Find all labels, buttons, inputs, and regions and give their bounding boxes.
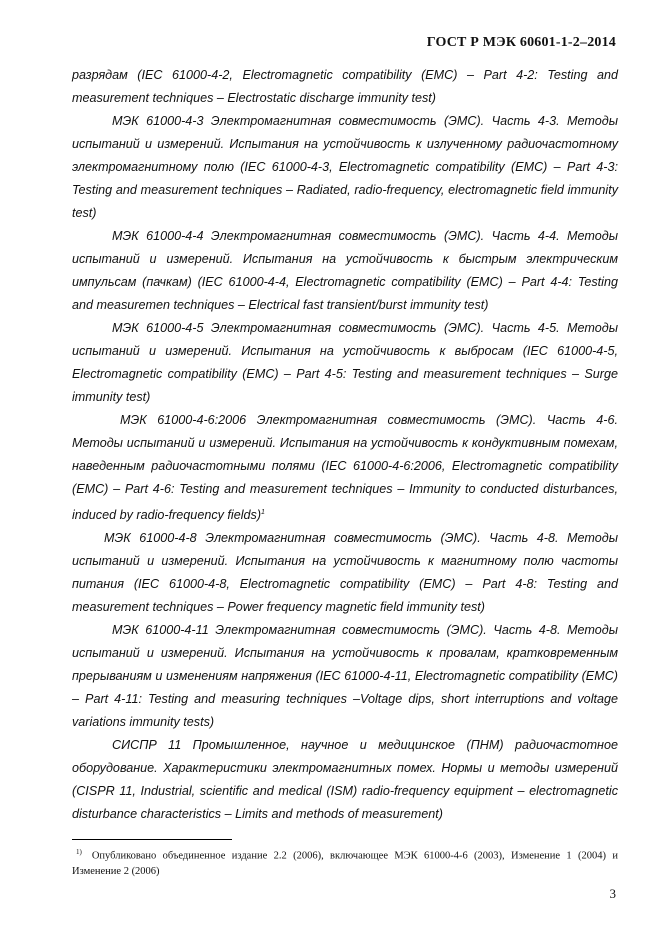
paragraph-iec-61000-4-11: МЭК 61000-4-11 Электромагнитная совместимость (ЭМС). Часть 4-8. Методы испытаний и измерений. Испытания на устойчивость к провалам, кратковременным прерываниям и изменениям напряжения (IEC 61000-4-11, Electromagnetic compatibility (EMC) – Part 4-11: Testing and measuring techniques –Voltage dips, short interruptions and voltage variations immunity tests) bbox=[72, 623, 618, 730]
footnote-divider bbox=[72, 839, 232, 840]
paragraph-cispr-11: СИСПР 11 Промышленное, научное и медицинское (ПНМ) радиочастотное оборудование. Характеристики электромагнитных помех. Нормы и методы измерений (CISPR 11, Industrial, scientific and medical (ISM) radio-frequency equipment – electromagnetic disturbance characteristics – Limits and methods of measurement) bbox=[72, 738, 618, 822]
footnote-mark: 1) bbox=[76, 848, 82, 856]
footnote-text: Опубликовано объединенное издание 2.2 (2006), включающее МЭК 61000-4-6 (2003), Изменение 1 (2004) и Изменение 2 (2006) bbox=[72, 850, 618, 877]
footnote bbox=[72, 845, 618, 879]
paragraph-iec-61000-4-6 bbox=[72, 409, 618, 527]
paragraph-iec-61000-4-8: МЭК 61000-4-8 Электромагнитная совместимость (ЭМС). Часть 4-8. Методы испытаний и измерений. Испытания на устойчивость к магнитному полю частоты питания (IEC 61000-4-8, Electromagnetic compatibility (EMC) – Part 4-8: Testing and measurement techniques – Power frequency magnetic field immunity test) bbox=[72, 531, 618, 615]
paragraph-iec-61000-4-2-cont: разрядам (IEC 61000-4-2, Electromagnetic compatibility (EMC) – Part 4-2: Testing and measurement techniques – Electrostatic discharge immunity test) bbox=[72, 68, 618, 105]
paragraph-iec-61000-4-6-text: МЭК 61000-4-6:2006 Электромагнитная совместимость (ЭМС). Часть 4-6. Методы испытаний и измерений. Испытания на устойчивость к кондуктивным помехам, наведенным радиочастотными полями (IEC 61000-4-6:2006, Electromagnetic compatibility (EMC) – Part 4-6: Testing and measurement techniques – Immunity to conducted disturbances, induced by radio-frequency fields) bbox=[72, 413, 618, 523]
document-header: ГОСТ Р МЭК 60601-1-2–2014 bbox=[426, 35, 616, 50]
paragraph-iec-61000-4-5: МЭК 61000-4-5 Электромагнитная совместимость (ЭМС). Часть 4-5. Методы испытаний и измерений. Испытания на устойчивость к выбросам (IEC 61000-4-5, Electromagnetic compatibility (EMC) – Part 4-5: Testing and measurement techniques – Surge immunity test) bbox=[72, 321, 618, 404]
footnote-reference: 1 bbox=[261, 509, 265, 516]
document-body bbox=[72, 64, 618, 826]
paragraph-iec-61000-4-3: МЭК 61000-4-3 Электромагнитная совместимость (ЭМС). Часть 4-3. Методы испытаний и измерений. Испытания на устойчивость к излученному радиочастотному электромагнитному полю (IEC 61000-4-3, Electromagnetic compatibility (EMC) – Part 4-3: Testing and measurement techniques – Radiated, radio-frequency, electromagnetic field immunity test) bbox=[72, 114, 618, 220]
page-number: 3 bbox=[609, 886, 616, 901]
paragraph-iec-61000-4-4: МЭК 61000-4-4 Электромагнитная совместимость (ЭМС). Часть 4-4. Методы испытаний и измерений. Испытания на устойчивость к быстрым электрическим импульсам (пачкам) (IEC 61000-4-4, Electromagnetic compatibility (EMC) – Part 4-4: Testing and measuremen techniques – Electrical fast transient/burst immunity test) bbox=[72, 229, 618, 312]
